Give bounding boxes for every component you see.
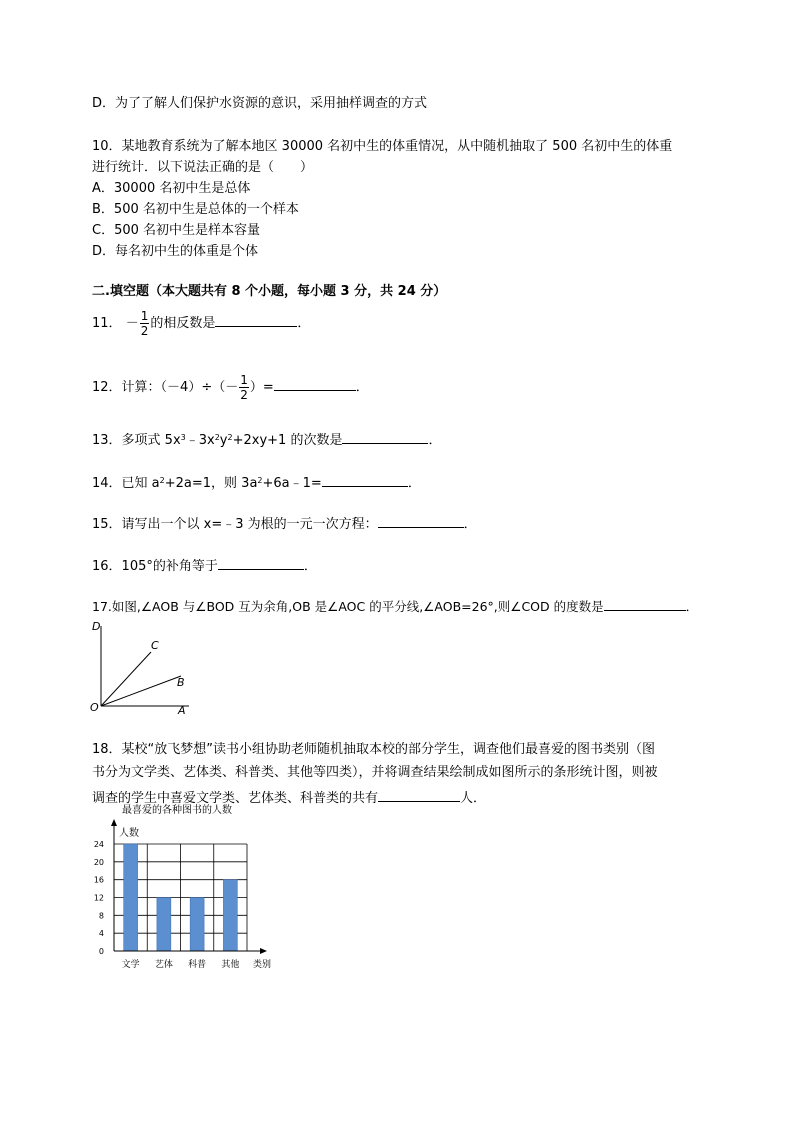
- q16-answer-blank[interactable]: [218, 557, 304, 570]
- q12-answer-blank[interactable]: [274, 378, 356, 391]
- bar-4: [223, 880, 237, 951]
- question-16: [92, 557, 317, 573]
- q13-text-c: y: [219, 433, 228, 448]
- q13-exponent-2: 2: [214, 433, 220, 442]
- question-12: [92, 374, 369, 401]
- q10-option-b: B．500 名初中生是总体的一个样本: [92, 202, 299, 217]
- q14-text-a: 14．已知 a: [92, 476, 160, 491]
- q11-end: ．: [297, 316, 311, 331]
- q18-line2: 书分为文学类、艺体类、科普类、其他等四类），并将调查结果绘制成如图所示的条形统计图，则被: [92, 765, 658, 780]
- q13-text-b: ﹣3x: [185, 433, 215, 448]
- q11-answer-blank[interactable]: [215, 314, 297, 327]
- question-13: [92, 431, 441, 447]
- q10-option-d: D．每名初中生的体重是个体: [92, 244, 259, 259]
- y-tick-label: 24: [93, 840, 104, 849]
- q14-answer-blank[interactable]: [322, 474, 408, 487]
- ray-ob: [101, 676, 181, 706]
- x-tick-label: 其他: [221, 960, 240, 970]
- q11-denominator: 2: [140, 324, 149, 338]
- label-a: A: [178, 704, 186, 716]
- bar-chart: [90, 800, 290, 975]
- q15-answer-blank[interactable]: [378, 515, 464, 528]
- x-axis-arrow: [260, 948, 267, 954]
- x-tick-label: 科普: [188, 960, 207, 970]
- q14-text-b: +2a=1，则 3a: [164, 476, 258, 491]
- q10-option-c: C．500 名初中生是样本容量: [92, 223, 261, 238]
- q12-denominator: 2: [240, 388, 248, 402]
- q11-fraction: [140, 310, 150, 337]
- angle-figure: [86, 616, 196, 716]
- y-tick-label: 16: [93, 875, 104, 885]
- q12-suffix: ）=: [249, 380, 274, 395]
- label-b: B: [177, 676, 185, 689]
- q15-text: 15．请写出一个以 x=﹣3 为根的一元一次方程：: [92, 517, 378, 532]
- q12-fraction: [239, 374, 249, 401]
- q10-stem-line2: 进行统计．以下说法正确的是（ ）: [92, 160, 314, 175]
- chart-title: 最喜爱的各种图书的人数: [122, 805, 232, 816]
- question-11: [92, 310, 310, 337]
- y-tick-label: 8: [98, 911, 104, 921]
- q18-line1: 18．某校“放飞梦想”读书小组协助老师随机抽取本校的部分学生，调查他们最喜爱的图书类别（图: [92, 742, 656, 757]
- q17-answer-blank[interactable]: [604, 598, 686, 611]
- y-tick-label: 0: [98, 947, 104, 956]
- q14-exponent-1: 2: [159, 476, 165, 485]
- q14-text-c: +6a﹣1=: [262, 476, 322, 491]
- label-o: O: [90, 701, 99, 714]
- q11-suffix: 的相反数是: [150, 316, 216, 331]
- q18-answer-blank[interactable]: [378, 789, 460, 802]
- q10-option-a: A．30000 名初中生是总体: [92, 181, 251, 196]
- q10-stem-line1: 10．某地教育系统为了解本地区 30000 名初中生的体重情况，从中随机抽取了 500 名初中生的体重: [92, 139, 673, 154]
- bar-1: [124, 844, 138, 951]
- y-axis-arrow: [111, 819, 117, 826]
- q16-end: ．: [303, 559, 317, 574]
- section-heading: 二.填空题（本大题共有 8 个小题，每小题 3 分，共 24 分）: [92, 284, 447, 299]
- y-tick-label: 12: [93, 893, 104, 903]
- q17-text: 17.如图,∠AOB 与∠BOD 互为余角,OB 是∠AOC 的平分线,∠AOB=26°,则∠COD 的度数是: [92, 599, 604, 614]
- y-tick-label: 4: [98, 929, 104, 939]
- x-tick-label: 艺体: [154, 960, 173, 970]
- x-axis-label: 类别: [253, 960, 272, 970]
- label-c: C: [151, 639, 159, 652]
- q9-option-d: D．为了了解人们保护水资源的意识，采用抽样调查的方式: [92, 96, 428, 111]
- q11-numerator: 1: [140, 309, 149, 323]
- q14-exponent-2: 2: [257, 476, 263, 485]
- ray-oc: [101, 652, 151, 706]
- q13-text-a: 13．多项式 5x: [92, 433, 181, 448]
- q12-prefix: 12．计算：（－4）÷（－: [92, 380, 239, 395]
- y-axis-label: 人数: [119, 828, 139, 839]
- question-14: [92, 474, 421, 490]
- q17-end: ．: [685, 599, 699, 614]
- q11-sign: －: [125, 316, 139, 331]
- q13-end: ．: [428, 433, 442, 448]
- q13-exponent-1: 3: [180, 433, 186, 442]
- q13-answer-blank[interactable]: [342, 431, 428, 444]
- question-17: [92, 598, 698, 614]
- q18-end: 人．: [460, 791, 487, 806]
- question-15: [92, 515, 477, 531]
- y-tick-label: 20: [93, 857, 104, 867]
- q13-exponent-3: 2: [227, 433, 233, 442]
- q16-text: 16．105°的补角等于: [92, 559, 218, 574]
- q14-end: ．: [407, 476, 421, 491]
- label-d: D: [92, 620, 101, 633]
- bar-3: [190, 898, 204, 952]
- q11-prefix: 11．: [92, 316, 122, 331]
- x-tick-label: 文学: [121, 960, 140, 970]
- q12-numerator: 1: [240, 373, 248, 387]
- q18-line3-text: 调查的学生中喜爱文学类、艺体类、科普类的共有: [92, 791, 379, 806]
- q15-end: ．: [463, 517, 477, 532]
- q13-text-d: +2xy+1 的次数是: [232, 433, 343, 448]
- bar-2: [157, 898, 171, 952]
- q12-end: ．: [355, 380, 369, 395]
